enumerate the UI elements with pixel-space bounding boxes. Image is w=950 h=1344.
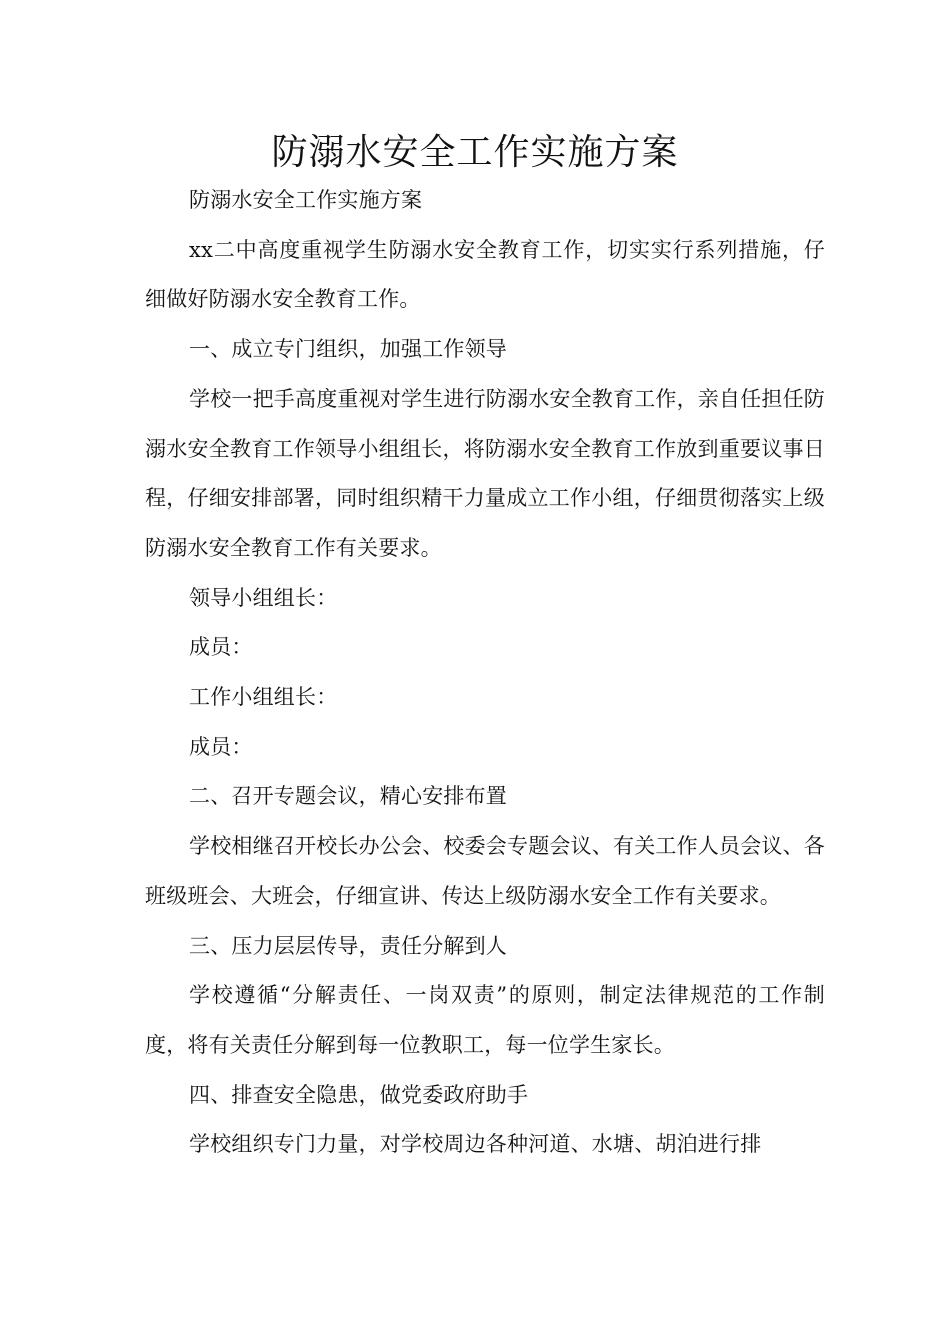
paragraph-section-1: 学校一把手高度重视对学生进行防溺水安全教育工作，亲自任担任防溺水安全教育工作领导小组组长，将防溺水安全教育工作放到重要议事日程，仔细安排部署，同时组织精干力量成立工作小组，仔细贯彻落实上级防溺水安全教育工作有关要求。 [145, 386, 825, 560]
paragraph-section-2: 学校相继召开校长办公会、校委会专题会议、有关工作人员会议、各班级班会、大班会，仔细宣讲、传达上级防溺水安全工作有关要求。 [145, 834, 825, 908]
paragraph-intro: xx二中高度重视学生防溺水安全教育工作，切实实行系列措施，仔细做好防溺水安全教育工作。 [145, 237, 825, 312]
section-heading-4: 四、排查安全隐患，做党委政府助手 [189, 1082, 529, 1107]
section-heading-3: 三、压力层层传导，责任分解到人 [189, 933, 507, 958]
paragraph-subtitle: 防溺水安全工作实施方案 [189, 188, 423, 212]
work-group-members: 成员： [189, 734, 253, 759]
section-heading-2: 二、召开专题会议，精心安排布置 [189, 784, 507, 809]
leader-group-members: 成员： [189, 635, 253, 660]
document-body [145, 176, 825, 1170]
leader-group-head: 领导小组组长： [189, 585, 338, 610]
section-heading-1: 一、成立专门组织，加强工作领导 [189, 337, 507, 362]
document-title: 防溺水安全工作实施方案 [271, 132, 679, 173]
paragraph-section-3: 学校遵循“分解责任、一岗双责”的原则，制定法律规范的工作制度，将有关责任分解到每一位教职工，每一位学生家长。 [145, 983, 825, 1057]
work-group-head: 工作小组组长： [189, 685, 338, 710]
paragraph-section-4: 学校组织专门力量，对学校周边各种河道、水塘、胡泊进行排 [189, 1132, 762, 1157]
